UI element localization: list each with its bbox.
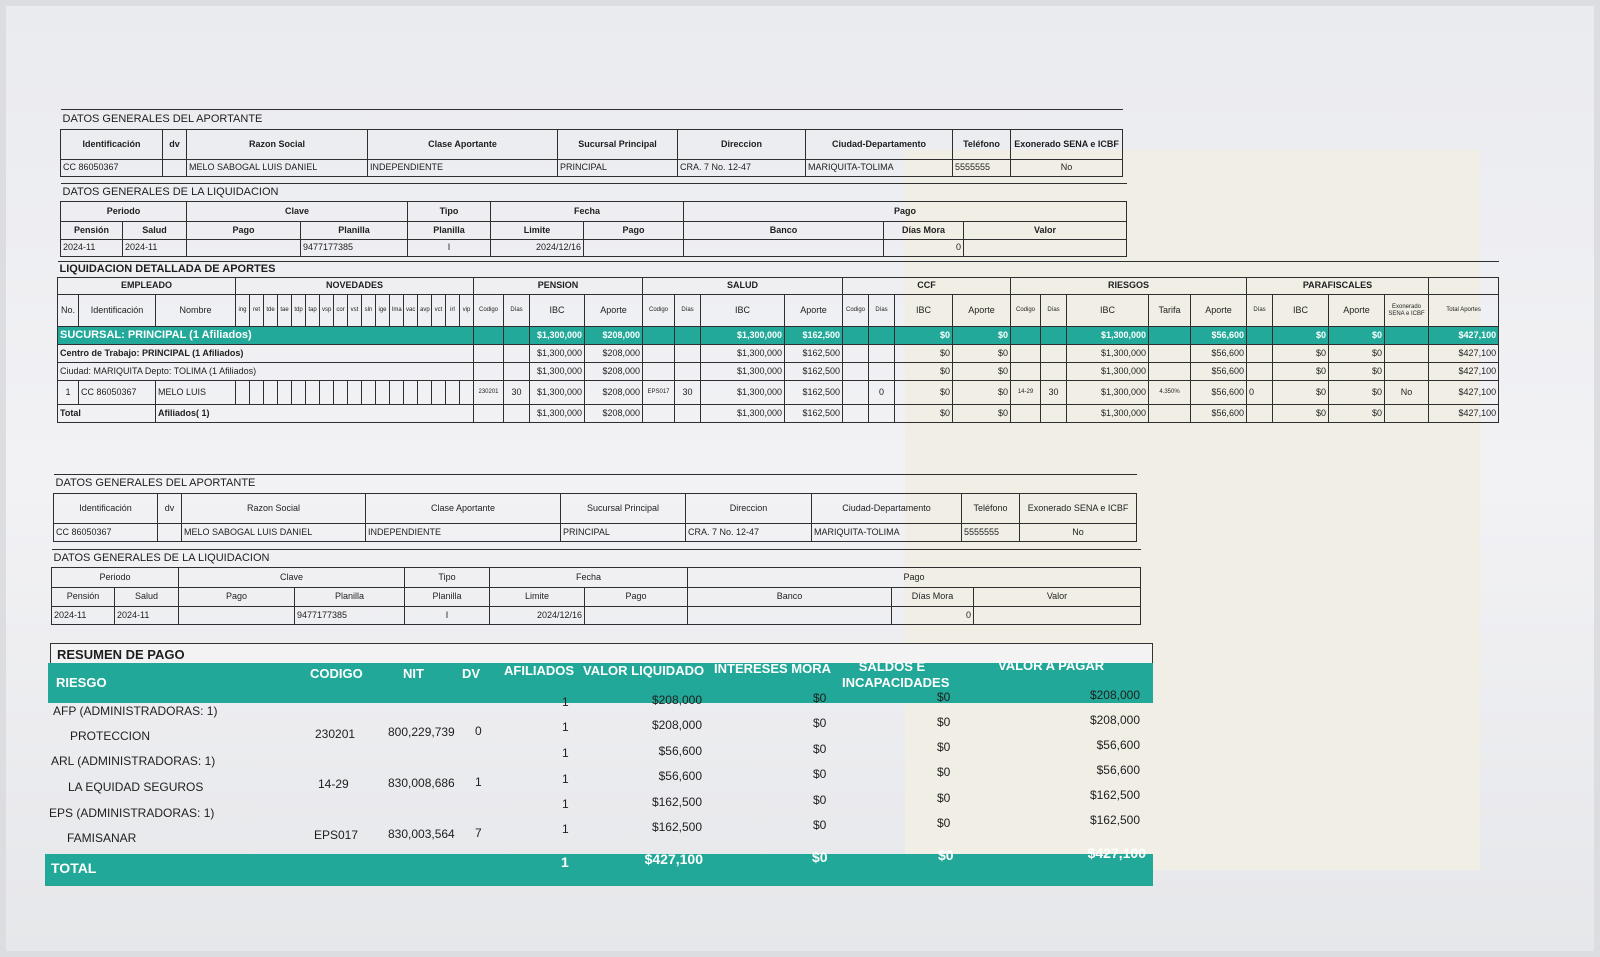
value-identificacion: CC 86050367 bbox=[54, 524, 158, 542]
row-afiliados: 1 bbox=[562, 746, 569, 760]
emp-ccf-codigo: 0 bbox=[869, 381, 895, 405]
row-saldos: $0 bbox=[937, 690, 951, 704]
ciudad-riesgos-ibc: $1,300,000 bbox=[1067, 363, 1149, 381]
col-para-dias: Días bbox=[1247, 295, 1273, 327]
centro-pension-aporte: $208,000 bbox=[585, 345, 643, 363]
total-ccf-ibc: $0 bbox=[895, 405, 953, 423]
col-riesgos-tarifa: Tarifa bbox=[1149, 295, 1191, 327]
row-valor: $56,600 bbox=[658, 744, 702, 758]
total-pension-aporte: $208,000 bbox=[585, 405, 643, 423]
sucursal-pension-ibc: $1,300,000 bbox=[530, 327, 585, 345]
resumen-title: RESUMEN DE PAGO bbox=[50, 643, 1153, 665]
value-planilla: 9477177385 bbox=[301, 240, 408, 257]
ciudad-label: Ciudad: MARIQUITA Depto: TOLIMA (1 Afiliados) bbox=[58, 363, 474, 381]
resumen-total-bar bbox=[45, 845, 1153, 886]
row-dv: 7 bbox=[475, 826, 482, 840]
row-empleado bbox=[58, 381, 1499, 405]
col-ccf-codigo: Codigo bbox=[843, 295, 869, 327]
header-valor-pagar: VALOR A PAGAR bbox=[998, 658, 1105, 673]
header-periodo: Periodo bbox=[52, 568, 179, 588]
col-riesgos-dias: Días bbox=[1041, 295, 1067, 327]
row-label: FAMISANAR bbox=[67, 831, 137, 845]
row-codigo: EPS017 bbox=[314, 828, 359, 842]
emp-riesgo-dias: 30 bbox=[1041, 381, 1067, 405]
total-ccf-aporte: $0 bbox=[953, 405, 1011, 423]
col-novedad: vct bbox=[432, 295, 446, 327]
sucursal-salud-ibc: $1,300,000 bbox=[701, 327, 785, 345]
col-ccf-ibc: IBC bbox=[895, 295, 953, 327]
col-novedad: tdp bbox=[292, 295, 306, 327]
col-riesgos-ibc: IBC bbox=[1067, 295, 1149, 327]
sucursal-ccf-ibc: $0 bbox=[895, 327, 953, 345]
col-novedad: irl bbox=[446, 295, 460, 327]
header-clave: Clave bbox=[187, 202, 408, 222]
col-total-aportes: Total Aportes bbox=[1429, 295, 1499, 327]
value-valor bbox=[974, 607, 1141, 625]
col-novedad: vsp bbox=[320, 295, 334, 327]
row-intereses: $0 bbox=[813, 818, 827, 832]
header-sucursal: Sucursal Principal bbox=[561, 494, 686, 524]
header-tipo: Tipo bbox=[405, 568, 490, 588]
col-ccf-dias: Días bbox=[869, 295, 895, 327]
row-afiliados: 1 bbox=[562, 772, 569, 786]
header-dv: dv bbox=[158, 494, 182, 524]
header-razon-social: Razon Social bbox=[182, 494, 366, 524]
row-intereses: $0 bbox=[813, 691, 827, 705]
col-pension-ibc: IBC bbox=[530, 295, 585, 327]
emp-riesgo-ibc: $1,300,000 bbox=[1067, 381, 1149, 405]
centro-riesgos-ibc: $1,300,000 bbox=[1067, 345, 1149, 363]
header-valor: Valor bbox=[964, 222, 1127, 240]
emp-exonerado: No bbox=[1385, 381, 1429, 405]
col-pension-aporte: Aporte bbox=[585, 295, 643, 327]
header-clase-aportante: Clase Aportante bbox=[366, 494, 561, 524]
header-direccion: Direccion bbox=[686, 494, 812, 524]
col-novedad: ing bbox=[236, 295, 250, 327]
col-novedad: tae bbox=[278, 295, 292, 327]
header-limite: Limite bbox=[491, 222, 584, 240]
col-para-ibc: IBC bbox=[1273, 295, 1329, 327]
header-clave-planilla: Planilla bbox=[301, 222, 408, 240]
row-saldos: $0 bbox=[937, 740, 951, 754]
value-clase-aportante: INDEPENDIENTE bbox=[366, 524, 561, 542]
total-riesgos-aporte: $56,600 bbox=[1191, 405, 1247, 423]
value-identificacion: CC 86050367 bbox=[61, 160, 163, 177]
sucursal-total: $427,100 bbox=[1429, 327, 1499, 345]
row-nit: 830,003,564 bbox=[388, 827, 455, 841]
col-ccf-aporte: Aporte bbox=[953, 295, 1011, 327]
emp-tarifa: 4.350% bbox=[1149, 381, 1191, 405]
header-dias-mora: Días Mora bbox=[884, 222, 964, 240]
header-pension: Pensión bbox=[52, 588, 115, 607]
total-salud-aporte: $162,500 bbox=[785, 405, 843, 423]
row-saldos: $0 bbox=[937, 765, 951, 779]
header-salud: Salud bbox=[123, 222, 187, 240]
row-nit: 800,229,739 bbox=[388, 725, 455, 739]
group-parafiscales: PARAFISCALES bbox=[1247, 278, 1429, 295]
col-identificacion: Identificación bbox=[79, 295, 156, 327]
section-title: DATOS GENERALES DE LA LIQUIDACION bbox=[61, 184, 1127, 202]
emp-pension-codigo: 230201 bbox=[474, 381, 504, 405]
ciudad-ccf-aporte: $0 bbox=[953, 363, 1011, 381]
header-codigo: CODIGO bbox=[310, 666, 363, 681]
centro-salud-ibc: $1,300,000 bbox=[701, 345, 785, 363]
total-salud-ibc: $1,300,000 bbox=[701, 405, 785, 423]
row-valor: $162,500 bbox=[651, 820, 702, 834]
ciudad-total: $427,100 bbox=[1429, 363, 1499, 381]
value-direccion: CRA. 7 No. 12-47 bbox=[678, 160, 806, 177]
col-novedad: tde bbox=[264, 295, 278, 327]
emp-identificacion: CC 86050367 bbox=[79, 381, 156, 405]
header-tipo-planilla: Planilla bbox=[408, 222, 491, 240]
ciudad-salud-ibc: $1,300,000 bbox=[701, 363, 785, 381]
row-codigo: 14-29 bbox=[318, 777, 349, 791]
sucursal-para-aporte: $0 bbox=[1329, 327, 1385, 345]
sucursal-label: SUCURSAL: PRINCIPAL (1 Afiliados) bbox=[58, 327, 474, 345]
row-valor: $162,500 bbox=[651, 795, 702, 809]
total-afiliados: 1 bbox=[561, 854, 569, 870]
header-fecha-pago: Pago bbox=[585, 588, 688, 607]
row-ciudad bbox=[58, 363, 1499, 381]
row-dv: 1 bbox=[475, 775, 482, 789]
col-novedad: ige bbox=[376, 295, 390, 327]
col-novedad: vst bbox=[348, 295, 362, 327]
emp-salud-codigo: EPS017 bbox=[643, 381, 675, 405]
header-intereses-mora: INTERESES MORA bbox=[714, 661, 832, 676]
row-intereses: $0 bbox=[813, 742, 827, 756]
emp-ccf-ibc: $0 bbox=[895, 381, 953, 405]
value-razon-social: MELO SABOGAL LUIS DANIEL bbox=[187, 160, 368, 177]
header-exonerado: Exonerado SENA e ICBF bbox=[1020, 494, 1137, 524]
value-periodo-pension: 2024-11 bbox=[52, 607, 115, 625]
value-telefono: 5555555 bbox=[953, 160, 1011, 177]
emp-pension-ibc: $1,300,000 bbox=[530, 381, 585, 405]
value-periodo-salud: 2024-11 bbox=[115, 607, 179, 625]
col-novedad: ret bbox=[250, 295, 264, 327]
header-tipo: Tipo bbox=[408, 202, 491, 222]
col-no: No. bbox=[58, 295, 79, 327]
emp-riesgo-aporte: $56,600 bbox=[1191, 381, 1247, 405]
row-pagar: $162,500 bbox=[1089, 788, 1140, 802]
header-saldos: SALDOS E INCAPACIDADES bbox=[842, 659, 950, 690]
header-direccion: Direccion bbox=[678, 130, 806, 160]
header-clave: Clave bbox=[179, 568, 405, 588]
group-empleado: EMPLEADO bbox=[58, 278, 236, 295]
value-razon-social: MELO SABOGAL LUIS DANIEL bbox=[182, 524, 366, 542]
header-pago: Pago bbox=[684, 202, 1127, 222]
total-riesgos-ibc: $1,300,000 bbox=[1067, 405, 1149, 423]
total-label: Total bbox=[58, 405, 156, 423]
col-salud-dias: Días bbox=[675, 295, 701, 327]
header-pago: Pago bbox=[688, 568, 1141, 588]
section-title: LIQUIDACION DETALLADA DE APORTES bbox=[58, 262, 1499, 278]
col-novedad: sln bbox=[362, 295, 376, 327]
emp-total: $427,100 bbox=[1429, 381, 1499, 405]
value-limite: 2024/12/16 bbox=[490, 607, 585, 625]
total-pension-ibc: $1,300,000 bbox=[530, 405, 585, 423]
header-nit: NIT bbox=[403, 666, 424, 681]
value-dias-mora: 0 bbox=[884, 240, 964, 257]
value-ciudad: MARIQUITA-TOLIMA bbox=[812, 524, 962, 542]
row-afiliados: 1 bbox=[562, 695, 569, 709]
row-valor: $56,600 bbox=[658, 769, 702, 783]
header-banco: Banco bbox=[688, 588, 892, 607]
header-riesgo: RIESGO bbox=[56, 675, 107, 690]
row-valor: $208,000 bbox=[651, 718, 702, 732]
value-valor bbox=[964, 240, 1127, 257]
row-afiliados: 1 bbox=[562, 720, 569, 734]
value-tipo: I bbox=[405, 607, 490, 625]
row-pagar: $162,500 bbox=[1089, 813, 1140, 827]
sucursal-riesgos-ibc: $1,300,000 bbox=[1067, 327, 1149, 345]
section-title: DATOS GENERALES DEL APORTANTE bbox=[61, 110, 1123, 130]
emp-riesgo-codigo: 14-29 bbox=[1011, 381, 1041, 405]
header-clase-aportante: Clase Aportante bbox=[368, 130, 558, 160]
row-codigo: 230201 bbox=[315, 727, 356, 741]
total-para-aporte: $0 bbox=[1329, 405, 1385, 423]
total-para-ibc: $0 bbox=[1273, 405, 1329, 423]
value-sucursal: PRINCIPAL bbox=[558, 160, 678, 177]
header-identificacion: Identificación bbox=[61, 130, 163, 160]
header-ciudad: Ciudad-Departamento bbox=[806, 130, 953, 160]
col-exonerado: Exonerado SENA e ICBF bbox=[1385, 295, 1429, 327]
row-label: LA EQUIDAD SEGUROS bbox=[68, 780, 204, 794]
row-pagar: $208,000 bbox=[1089, 688, 1140, 702]
row-centro-trabajo bbox=[58, 345, 1499, 363]
header-dias-mora: Días Mora bbox=[892, 588, 974, 607]
emp-pension-dias: 30 bbox=[504, 381, 530, 405]
liquidacion-detallada-table bbox=[57, 261, 1499, 423]
col-para-aporte: Aporte bbox=[1329, 295, 1385, 327]
group-ccf: CCF bbox=[843, 278, 1011, 295]
centro-ccf-ibc: $0 bbox=[895, 345, 953, 363]
emp-nombre: MELO LUIS bbox=[156, 381, 236, 405]
centro-total: $427,100 bbox=[1429, 345, 1499, 363]
row-intereses: $0 bbox=[813, 716, 827, 730]
header-limite: Limite bbox=[490, 588, 585, 607]
col-salud-aporte: Aporte bbox=[785, 295, 843, 327]
ciudad-para-aporte: $0 bbox=[1329, 363, 1385, 381]
header-tipo-planilla: Planilla bbox=[405, 588, 490, 607]
emp-salud-dias: 30 bbox=[675, 381, 701, 405]
centro-para-aporte: $0 bbox=[1329, 345, 1385, 363]
total-intereses: $0 bbox=[812, 849, 828, 865]
value-periodo-pension: 2024-11 bbox=[61, 240, 123, 257]
total-afiliados: Afiliados( 1) bbox=[156, 405, 474, 423]
col-novedad: avp bbox=[418, 295, 432, 327]
value-banco bbox=[684, 240, 884, 257]
header-clave-pago: Pago bbox=[187, 222, 301, 240]
row-label: PROTECCION bbox=[70, 729, 151, 743]
emp-pension-aporte: $208,000 bbox=[585, 381, 643, 405]
value-periodo-salud: 2024-11 bbox=[123, 240, 187, 257]
centro-salud-aporte: $162,500 bbox=[785, 345, 843, 363]
liquidacion-table-bottom bbox=[51, 549, 1141, 625]
header-banco: Banco bbox=[684, 222, 884, 240]
row-intereses: $0 bbox=[813, 767, 827, 781]
ciudad-pension-ibc: $1,300,000 bbox=[530, 363, 585, 381]
aportante-table-bottom bbox=[53, 474, 1137, 542]
row-pagar: $56,600 bbox=[1096, 738, 1140, 752]
total-label: TOTAL bbox=[51, 860, 97, 876]
sucursal-riesgos-aporte: $56,600 bbox=[1191, 327, 1247, 345]
emp-para-dias: 0 bbox=[1247, 381, 1273, 405]
col-pension-codigo: Codigo bbox=[474, 295, 504, 327]
row-dv: 0 bbox=[475, 724, 482, 738]
header-telefono: Teléfono bbox=[953, 130, 1011, 160]
header-identificacion: Identificación bbox=[54, 494, 158, 524]
header-dv: dv bbox=[163, 130, 187, 160]
emp-salud-ibc: $1,300,000 bbox=[701, 381, 785, 405]
emp-ccf-aporte: $0 bbox=[953, 381, 1011, 405]
row-label: AFP (ADMINISTRADORAS: 1) bbox=[53, 704, 218, 718]
centro-riesgos-aporte: $56,600 bbox=[1191, 345, 1247, 363]
sucursal-ccf-aporte: $0 bbox=[953, 327, 1011, 345]
emp-para-aporte: $0 bbox=[1329, 381, 1385, 405]
col-riesgos-codigo: Codigo bbox=[1011, 295, 1041, 327]
group-total-blank bbox=[1429, 278, 1499, 295]
centro-para-ibc: $0 bbox=[1273, 345, 1329, 363]
value-exonerado: No bbox=[1020, 524, 1137, 542]
col-novedad: vip bbox=[460, 295, 474, 327]
col-novedad: lma bbox=[390, 295, 404, 327]
ciudad-pension-aporte: $208,000 bbox=[585, 363, 643, 381]
section-title: DATOS GENERALES DE LA LIQUIDACION bbox=[52, 550, 1141, 568]
row-valor: $208,000 bbox=[651, 693, 702, 707]
row-saldos: $0 bbox=[937, 791, 951, 805]
col-riesgos-aporte: Aporte bbox=[1191, 295, 1247, 327]
col-salud-codigo: Codigo bbox=[643, 295, 675, 327]
header-valor-liquidado: VALOR LIQUIDADO bbox=[583, 663, 705, 678]
row-afiliados: 1 bbox=[562, 797, 569, 811]
group-riesgos: RIESGOS bbox=[1011, 278, 1247, 295]
value-ciudad: MARIQUITA-TOLIMA bbox=[806, 160, 953, 177]
col-salud-ibc: IBC bbox=[701, 295, 785, 327]
value-sucursal: PRINCIPAL bbox=[561, 524, 686, 542]
value-tipo: I bbox=[408, 240, 491, 257]
row-label: ARL (ADMINISTRADORAS: 1) bbox=[51, 754, 216, 768]
value-exonerado: No bbox=[1011, 160, 1123, 177]
header-afiliados: AFILIADOS bbox=[504, 663, 575, 678]
value-dv bbox=[158, 524, 182, 542]
value-limite: 2024/12/16 bbox=[491, 240, 584, 257]
ciudad-riesgos-aporte: $56,600 bbox=[1191, 363, 1247, 381]
header-dv: DV bbox=[462, 666, 481, 681]
value-dv bbox=[163, 160, 187, 177]
sucursal-salud-aporte: $162,500 bbox=[785, 327, 843, 345]
value-dias-mora: 0 bbox=[892, 607, 974, 625]
row-afiliados: 1 bbox=[562, 822, 569, 836]
value-fecha-pago bbox=[585, 607, 688, 625]
group-novedades: NOVEDADES bbox=[236, 278, 474, 295]
value-clave-pago bbox=[179, 607, 295, 625]
header-valor: Valor bbox=[974, 588, 1141, 607]
ciudad-salud-aporte: $162,500 bbox=[785, 363, 843, 381]
row-intereses: $0 bbox=[813, 793, 827, 807]
total-pagar: $427,100 bbox=[1087, 845, 1146, 861]
header-pension: Pensión bbox=[61, 222, 123, 240]
emp-salud-aporte: $162,500 bbox=[785, 381, 843, 405]
value-clave-pago bbox=[187, 240, 301, 257]
header-telefono: Teléfono bbox=[962, 494, 1020, 524]
liquidacion-table-top bbox=[60, 183, 1127, 257]
header-exonerado: Exonerado SENA e ICBF bbox=[1011, 130, 1123, 160]
header-fecha: Fecha bbox=[490, 568, 688, 588]
value-fecha-pago bbox=[584, 240, 684, 257]
col-novedad: cor bbox=[334, 295, 348, 327]
col-nombre: Nombre bbox=[156, 295, 236, 327]
value-planilla: 9477177385 bbox=[295, 607, 405, 625]
header-razon-social: Razon Social bbox=[187, 130, 368, 160]
row-saldos: $0 bbox=[937, 816, 951, 830]
header-clave-pago: Pago bbox=[179, 588, 295, 607]
aportante-table-top bbox=[60, 109, 1123, 177]
section-title: DATOS GENERALES DEL APORTANTE bbox=[54, 475, 1137, 494]
total-saldos: $0 bbox=[938, 847, 954, 863]
emp-no: 1 bbox=[58, 381, 79, 405]
group-pension: PENSION bbox=[474, 278, 643, 295]
value-banco bbox=[688, 607, 892, 625]
header-periodo: Periodo bbox=[61, 202, 187, 222]
centro-label: Centro de Trabajo: PRINCIPAL (1 Afiliados) bbox=[58, 345, 474, 363]
sucursal-pension-aporte: $208,000 bbox=[585, 327, 643, 345]
centro-pension-ibc: $1,300,000 bbox=[530, 345, 585, 363]
group-salud: SALUD bbox=[643, 278, 843, 295]
col-pension-dias: Días bbox=[504, 295, 530, 327]
value-telefono: 5555555 bbox=[962, 524, 1020, 542]
emp-para-ibc: $0 bbox=[1273, 381, 1329, 405]
col-novedad: vac bbox=[404, 295, 418, 327]
header-fecha: Fecha bbox=[491, 202, 684, 222]
row-sucursal bbox=[58, 327, 1499, 345]
row-label: EPS (ADMINISTRADORAS: 1) bbox=[49, 806, 215, 820]
row-pagar: $56,600 bbox=[1096, 763, 1140, 777]
sucursal-para-ibc: $0 bbox=[1273, 327, 1329, 345]
value-clase-aportante: INDEPENDIENTE bbox=[368, 160, 558, 177]
row-saldos: $0 bbox=[937, 715, 951, 729]
col-novedad: tap bbox=[306, 295, 320, 327]
header-salud: Salud bbox=[115, 588, 179, 607]
header-clave-planilla: Planilla bbox=[295, 588, 405, 607]
total-valor: $427,100 bbox=[644, 851, 703, 867]
header-fecha-pago: Pago bbox=[584, 222, 684, 240]
centro-ccf-aporte: $0 bbox=[953, 345, 1011, 363]
row-nit: 830,008,686 bbox=[388, 776, 455, 790]
ciudad-para-ibc: $0 bbox=[1273, 363, 1329, 381]
row-pagar: $208,000 bbox=[1089, 713, 1140, 727]
ciudad-ccf-ibc: $0 bbox=[895, 363, 953, 381]
total-total: $427,100 bbox=[1429, 405, 1499, 423]
value-direccion: CRA. 7 No. 12-47 bbox=[686, 524, 812, 542]
row-total bbox=[58, 405, 1499, 423]
header-sucursal: Sucursal Principal bbox=[558, 130, 678, 160]
header-ciudad: Ciudad-Departamento bbox=[812, 494, 962, 524]
